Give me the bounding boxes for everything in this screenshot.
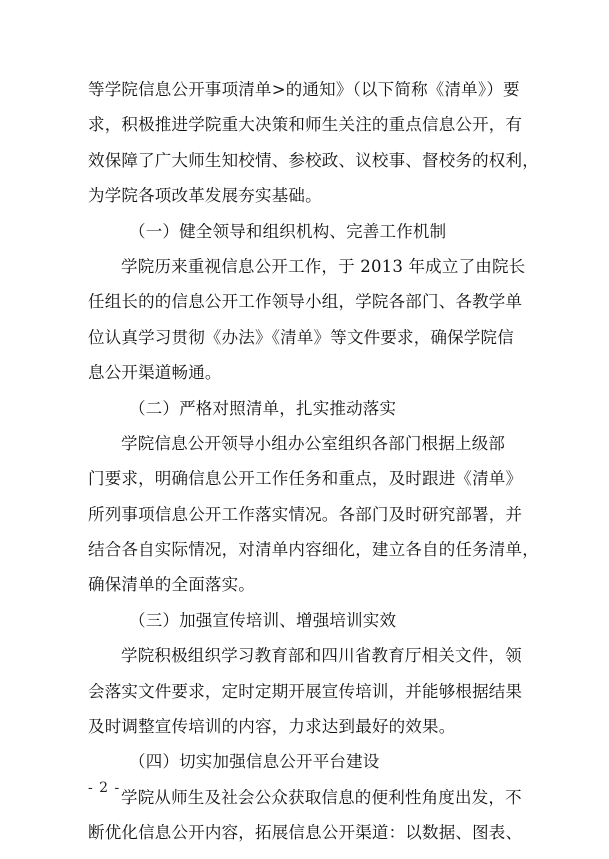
paragraph-line: 息公开渠道畅通。 (88, 363, 222, 383)
paragraph-line: 学院信息公开领导小组办公室组织各部门根据上级部 (121, 433, 506, 453)
paragraph-line: 任组长的的信息公开工作领导小组，学院各部门、各教学单 (88, 292, 523, 312)
paragraph-line: 为学院各项改革发展夯实基础。 (88, 186, 322, 206)
paragraph-line: 结合各自实际情况，对清单内容细化，建立各自的任务清单， (88, 540, 539, 560)
paragraph-line: 位认真学习贯彻《办法》《清单》等文件要求，确保学院信 (88, 327, 514, 347)
paragraph-line: 求，积极推进学院重大决策和师生关注的重点信息公开，有 (88, 115, 523, 135)
paragraph-line: 学院积极组织学习教育部和四川省教育厅相关文件，领 (121, 646, 522, 666)
paragraph-line: 所列事项信息公开工作落实情况。各部门及时研究部署，并 (88, 504, 523, 524)
section-heading-3: （三）加强宣传培训、增强培训实效 (129, 610, 397, 630)
paragraph-line: 确保清单的全面落实。 (88, 575, 255, 595)
paragraph-line: 断优化信息公开内容，拓展信息公开渠道：以数据、图表、 (88, 823, 523, 843)
paragraph-line: 学院从师生及社会公众获取信息的便利性角度出发，不 (121, 787, 522, 807)
section-heading-1: （一）健全领导和组织机构、完善工作机制 (129, 221, 447, 241)
section-heading-4: （四）切实加强信息公开平台建设 (129, 752, 380, 772)
paragraph-line: 门要求，明确信息公开工作任务和重点，及时跟进《清单》 (88, 469, 523, 489)
page-number: - 2 - (88, 780, 121, 796)
paragraph-line: 会落实文件要求，定时定期开展宣传培训，并能够根据结果 (88, 681, 523, 701)
body-text (88, 72, 539, 851)
paragraph-line: 等学院信息公开事项清单>的通知》（以下简称《清单》）要 (88, 80, 520, 99)
paragraph-line: 及时调整宣传培训的内容，力求达到最好的效果。 (88, 717, 456, 737)
section-heading-2: （二）严格对照清单，扎实推动落实 (129, 398, 397, 418)
paragraph-line: 效保障了广大师生知校情、参校政、议校事、督校务的权利， (88, 150, 539, 170)
paragraph-line: 学院历来重视信息公开工作，于 2013 年成立了由院长 (121, 256, 526, 276)
